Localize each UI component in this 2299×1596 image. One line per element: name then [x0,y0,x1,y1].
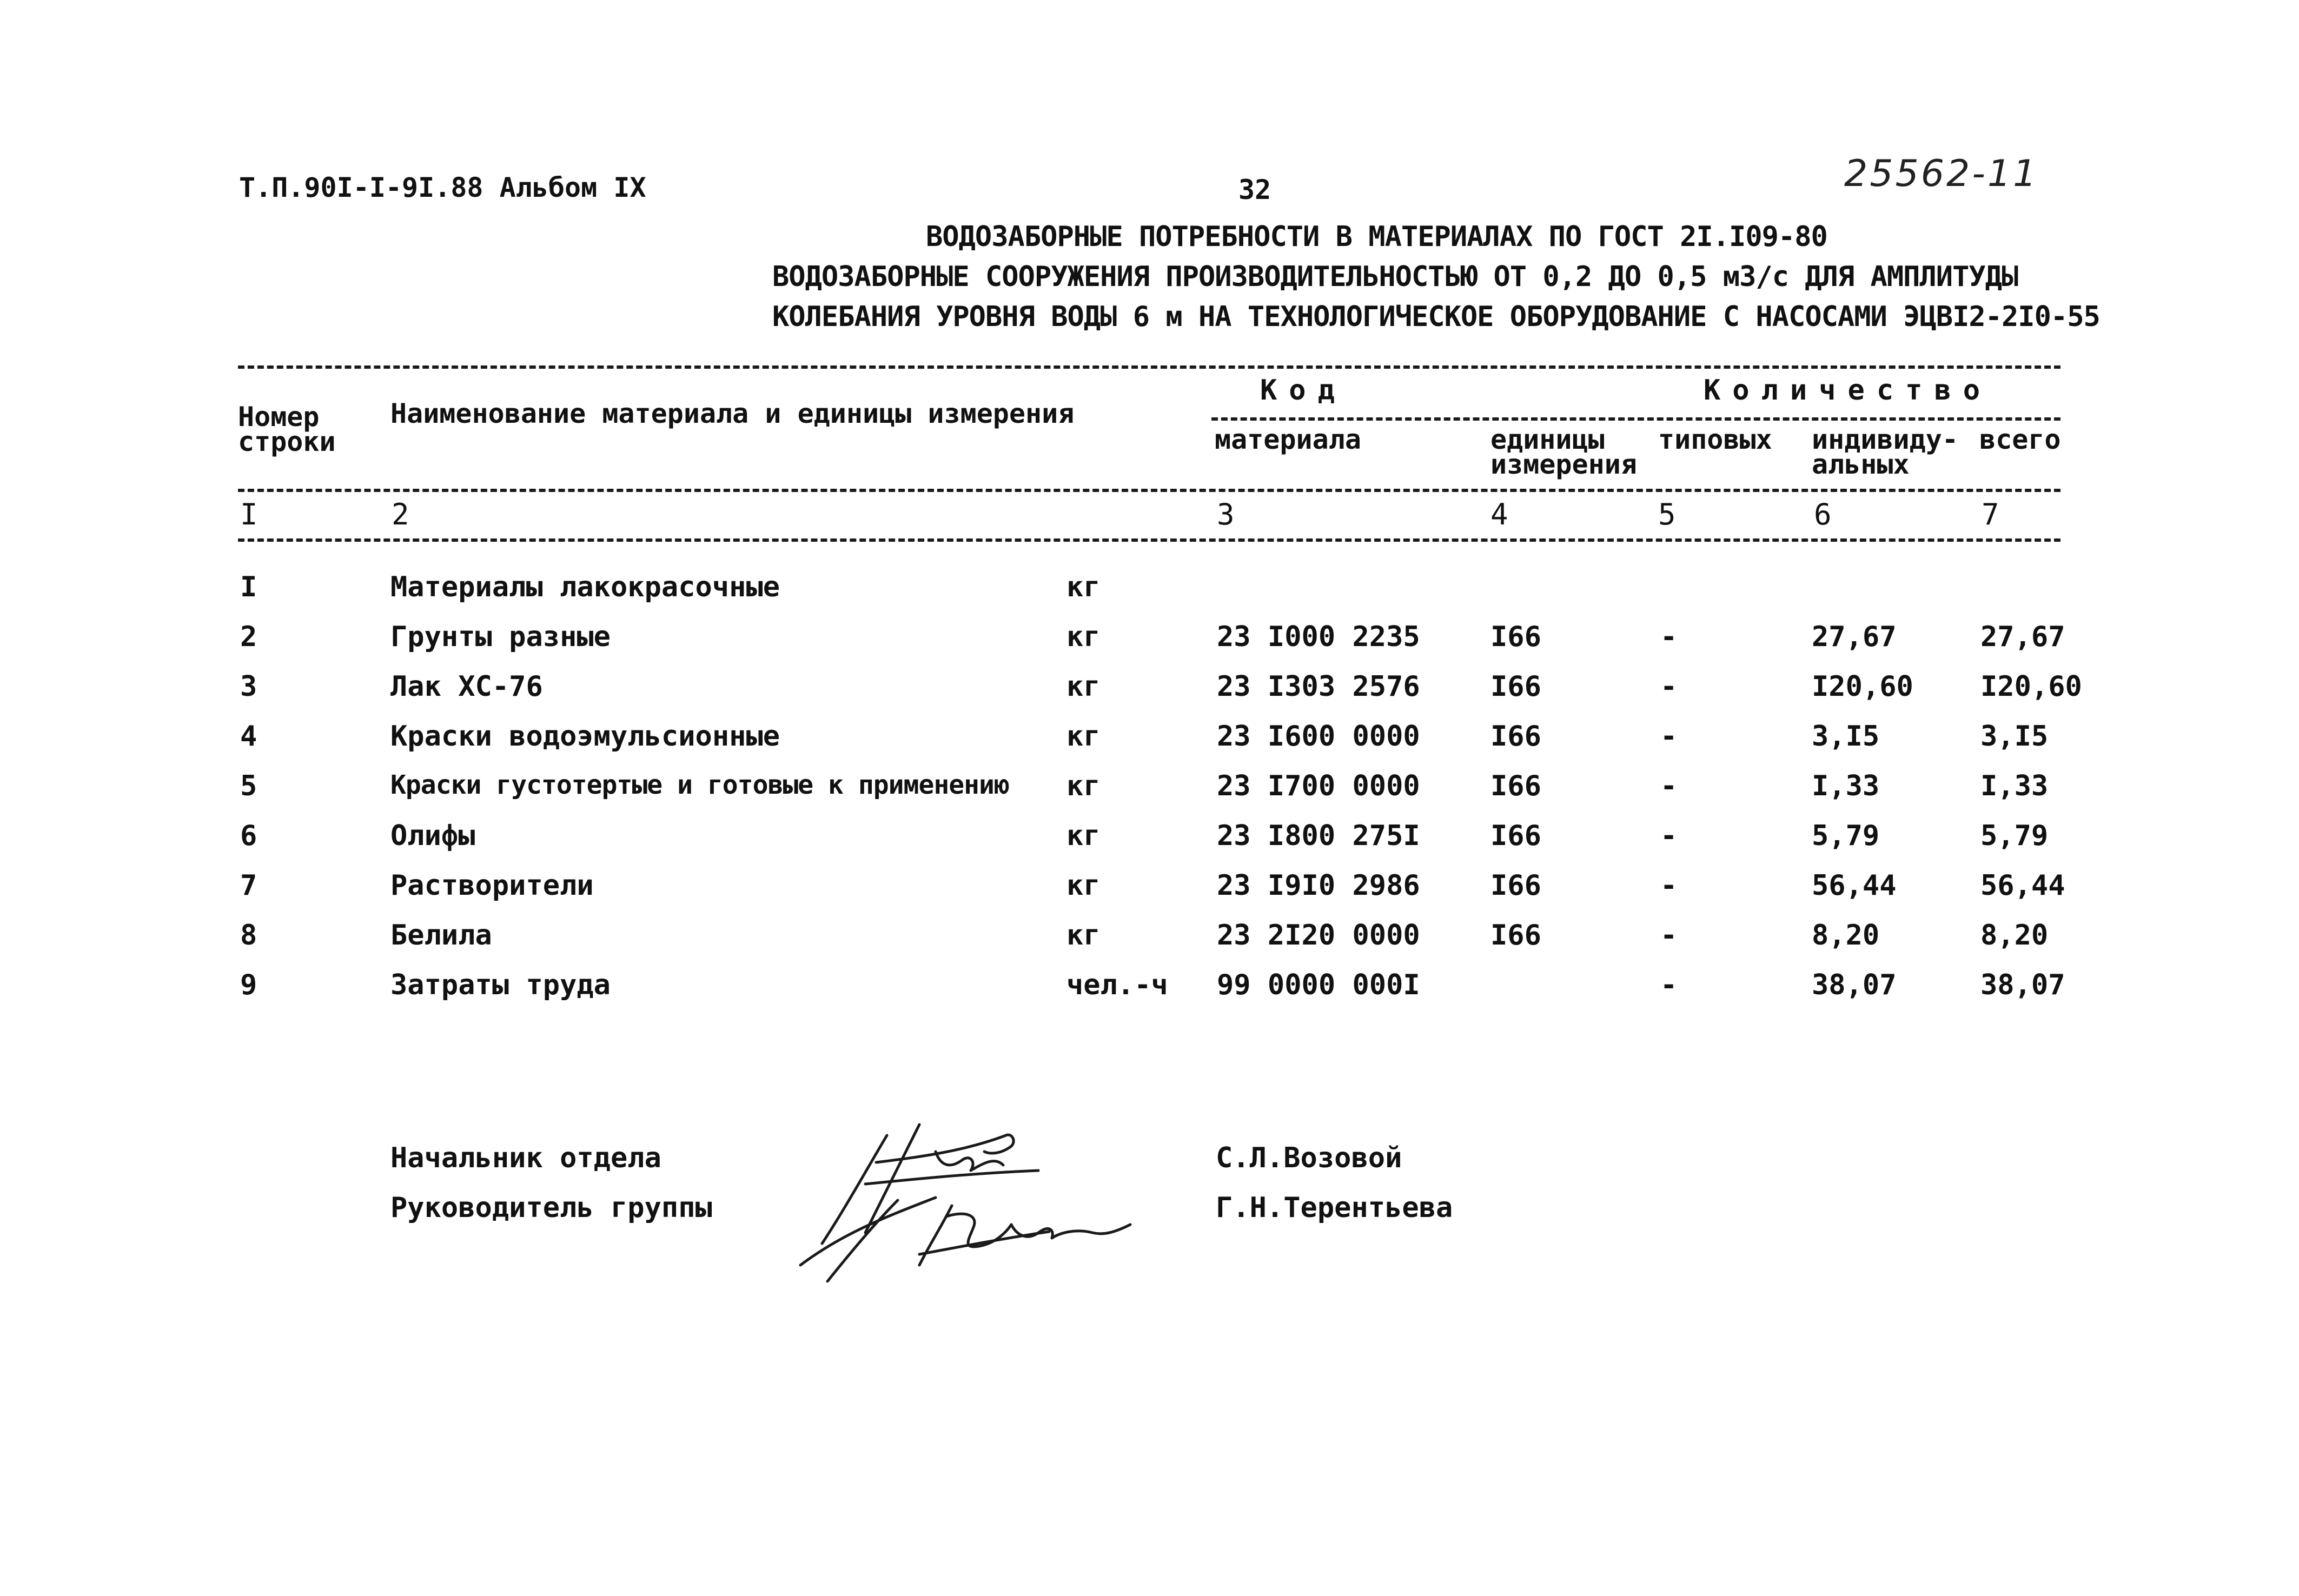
material-unit: кг [1066,720,1101,753]
row-number: 5 [240,770,257,802]
material-code: 23 2I20 0000 [1217,919,1420,952]
column-number-7: 7 [1982,497,1999,531]
title-line-2: ВОДОЗАБОРНЫЕ СООРУЖЕНИЯ ПРОИЗВОДИТЕЛЬНОСТЬЮ ОТ 0,2 ДО 0,5 м3/с ДЛЯ АМПЛИТУДЫ [772,261,2018,293]
handwritten-number: 25562-11 [1844,152,2039,195]
qty-total: 3,I5 [1980,720,2049,753]
material-code: 23 I800 275I [1217,820,1420,852]
material-code: 23 I000 2235 [1217,621,1420,653]
row-number: I [240,571,257,603]
qty-total: 8,20 [1980,919,2049,952]
qty-individual: I,33 [1812,770,1880,802]
qty-typical: - [1660,621,1678,653]
qty-typical: - [1660,919,1678,952]
qty-typical: - [1660,820,1678,852]
unit-code: I66 [1490,720,1541,753]
material-unit: кг [1066,919,1101,952]
page-number: 32 [1238,174,1271,205]
header-bottom-rule [238,489,2061,492]
column-number-5: 5 [1658,497,1676,531]
material-name: Материалы лакокрасочные [390,571,780,603]
qty-individual: 3,I5 [1812,720,1880,753]
material-unit: кг [1066,670,1101,703]
column-numbers-bottom-rule [238,538,2061,542]
qty-total: 5,79 [1980,820,2049,852]
column-number-4: 4 [1490,497,1508,531]
document-designation: Т.П.90I-I-9I.88 Альбом IX [239,172,646,203]
signatory-name-1: С.Л.Возовой [1216,1142,1402,1174]
header-quantity-group: Количество [1704,374,1992,407]
qty-typical: - [1660,869,1678,902]
table-top-rule [238,365,2061,369]
unit-code: I66 [1490,621,1541,653]
qty-individual: 8,20 [1812,919,1880,952]
material-name: Затраты труда [390,969,611,1001]
row-number: 3 [240,670,257,703]
row-number: 6 [240,820,257,852]
row-number: 4 [240,720,257,753]
unit-code: I66 [1490,820,1541,852]
qty-individual: I20,60 [1812,670,1913,703]
signatory-name-2: Г.Н.Терентьева [1216,1192,1453,1224]
column-number-6: 6 [1814,497,1832,531]
row-number: 2 [240,621,257,653]
header-qty-typical: типовых [1658,424,1772,455]
material-code: 23 I700 0000 [1217,770,1420,802]
material-name: Олифы [390,820,475,852]
header-qty-total: всего [1979,424,2061,455]
material-unit: кг [1066,869,1101,902]
material-name: Белила [390,919,492,952]
qty-typical: - [1660,720,1678,753]
qty-typical: - [1660,670,1678,703]
header-code-group: Код [1260,374,1347,407]
column-number-1: I [240,497,258,531]
code-group-rule [1211,417,2061,421]
material-code: 23 I9I0 2986 [1217,869,1420,902]
header-qty-individual: индивиду- альных [1812,424,1958,480]
material-code: 99 0000 000I [1217,969,1420,1001]
title-line-1: ВОДОЗАБОРНЫЕ ПОТРЕБНОСТИ В МАТЕРИАЛАХ ПО ГОСТ 2I.I09-80 [926,221,1827,253]
material-name: Краски густотертые и готовые к применению [390,770,1009,800]
qty-individual: 56,44 [1812,869,1897,902]
material-name: Растворители [390,869,594,902]
column-number-3: 3 [1217,497,1235,531]
material-code: 23 I600 0000 [1217,720,1420,753]
unit-code: I66 [1490,919,1541,952]
material-unit: кг [1066,621,1101,653]
qty-individual: 27,67 [1812,621,1897,653]
column-number-2: 2 [392,497,409,531]
material-name: Краски водоэмульсионные [390,720,780,753]
qty-typical: - [1660,770,1678,802]
material-name: Лак ХС-76 [390,670,543,703]
unit-code: I66 [1490,869,1541,902]
signatory-role-1: Начальник отдела [390,1142,661,1174]
material-unit: чел.-ч [1066,969,1168,1001]
qty-individual: 5,79 [1812,820,1880,852]
material-name: Грунты разные [390,621,611,653]
material-unit: кг [1066,770,1101,802]
row-number: 9 [240,969,257,1001]
unit-code: I66 [1490,670,1541,703]
unit-code: I66 [1490,770,1541,802]
qty-total: 56,44 [1980,869,2065,902]
header-code-material: материала [1215,424,1361,455]
material-unit: кг [1066,571,1101,603]
title-line-3: КОЛЕБАНИЯ УРОВНЯ ВОДЫ 6 м НА ТЕХНОЛОГИЧЕСКОЕ ОБОРУДОВАНИЕ С НАСОСАМИ ЭЦВI2-2I0-55 [772,301,2100,333]
qty-typical: - [1660,969,1678,1001]
signatory-role-2: Руководитель группы [390,1192,712,1224]
row-number: 8 [240,919,257,952]
material-code: 23 I303 2576 [1217,670,1420,703]
row-number: 7 [240,869,257,902]
header-material-name: Наименование материала и единицы измерения [390,398,1075,429]
header-code-unit: единицы измерения [1490,424,1637,480]
qty-individual: 38,07 [1812,969,1897,1001]
header-row-number: Номер строки [238,401,336,457]
qty-total: I,33 [1980,770,2049,802]
handwritten-signatures [757,1103,1168,1287]
material-unit: кг [1066,820,1101,852]
qty-total: 27,67 [1980,621,2065,653]
qty-total: 38,07 [1980,969,2065,1001]
qty-total: I20,60 [1980,670,2082,703]
